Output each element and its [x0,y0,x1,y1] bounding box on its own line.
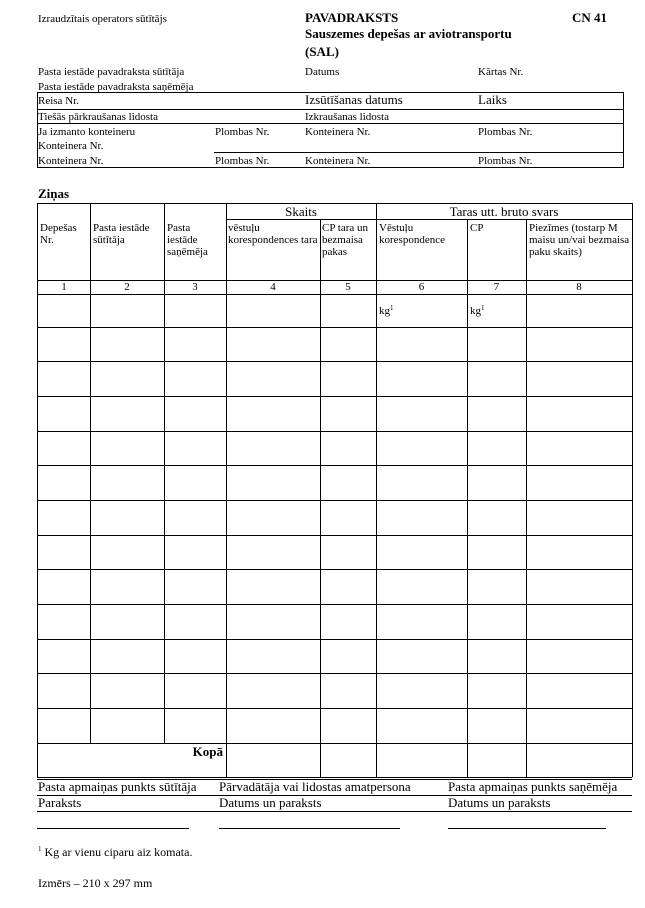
table-cell[interactable] [91,536,164,569]
table-cell[interactable] [377,466,467,500]
signature-line[interactable] [219,828,400,829]
count-group-header: Skaits [285,204,317,219]
table-cell[interactable] [321,362,376,396]
table-cell[interactable] [468,640,526,673]
form-subtitle-sal: (SAL) [305,44,339,59]
table-cell[interactable] [527,397,632,431]
col-header-cp-weight: CP [470,222,484,234]
sending-office-label: Pasta iestāde pavadraksta sūtītāja [38,66,185,78]
col-number: 7 [493,281,500,293]
table-cell[interactable] [165,466,226,500]
table-bottom-border [37,777,632,778]
table-cell[interactable] [38,295,90,327]
table-cell[interactable] [468,501,526,535]
col-header-cp-receptacles: CP tara un bezmaisa pakas [322,222,369,258]
table-cell[interactable] [321,640,376,673]
table-cell[interactable] [227,709,320,743]
table-cell[interactable] [227,536,320,569]
table-cell[interactable] [91,640,164,673]
container-no-label: Konteinera Nr. [38,155,104,167]
footnote: $^1$ Kg ar vienu ciparu aiz komata. [38,845,193,859]
table-cell[interactable] [165,709,226,743]
direct-transhipment-label: Tiešās pārkraušanas lidosta [38,111,158,123]
table-cell[interactable] [91,466,164,500]
table-cell[interactable] [527,328,632,361]
col-number: 1 [61,281,67,293]
table-cell[interactable] [38,709,90,743]
total-cell[interactable] [527,744,632,776]
col-header-dispatch-no: Depešas Nr. [40,222,77,246]
table-cell[interactable] [38,362,90,396]
table-cell[interactable] [527,570,632,604]
table-cell[interactable] [468,432,526,465]
signature-label: Paraksts [38,795,82,810]
table-cell[interactable] [527,674,632,708]
table-cell[interactable] [527,362,632,396]
table-cell[interactable] [321,674,376,708]
table-cell[interactable] [321,501,376,535]
table-cell[interactable] [321,432,376,465]
container-no-label: Konteinera Nr. [305,155,371,167]
form-code: CN 41 [572,10,608,25]
table-cell[interactable] [38,605,90,639]
rule [37,92,38,167]
table-cell[interactable] [377,432,467,465]
form-title: PAVADRAKSTS [305,10,399,25]
table-cell[interactable] [377,397,467,431]
table-cell[interactable] [527,709,632,743]
table-cell[interactable] [38,328,90,361]
table-cell[interactable] [165,536,226,569]
col-number: 6 [418,281,425,293]
total-cell[interactable] [227,744,320,776]
rule [37,811,632,812]
col-header-letter-weight: Vēstuļu korespondence [379,222,445,246]
total-cell[interactable] [468,744,526,776]
table-cell[interactable] [227,640,320,673]
table-cell[interactable] [527,605,632,639]
size-note: Izmērs – 210 x 297 mm [38,876,153,890]
table-cell[interactable] [38,466,90,500]
section-title: Ziņas [38,186,70,201]
table-cell[interactable] [165,674,226,708]
table-cell[interactable] [468,328,526,361]
table-cell[interactable] [468,536,526,569]
table-cell[interactable] [527,432,632,465]
unloading-airport-label: Izkraušanas lidosta [305,111,389,123]
table-cell[interactable] [527,640,632,673]
table-cell[interactable] [377,709,467,743]
table-cell[interactable] [377,640,467,673]
table-cell[interactable] [227,466,320,500]
table-cell[interactable] [91,295,164,327]
table-cell[interactable] [227,397,320,431]
date-signature-label: Datums un paraksts [219,795,322,810]
table-cell[interactable] [91,709,164,743]
table-cell[interactable] [165,570,226,604]
unit-kg-cp: $kg^1$ [470,304,485,317]
col-number: 4 [270,281,276,293]
date-label: Datums [305,66,340,78]
table-cell[interactable] [38,570,90,604]
table-cell[interactable] [165,605,226,639]
rule [623,92,624,167]
table-cell[interactable] [321,536,376,569]
table-cell[interactable] [38,640,90,673]
table-cell[interactable] [165,640,226,673]
if-container-label: Ja izmanto konteineru [38,126,136,138]
col-header-remarks: Piezīmes (tostarp M maisu un/vai bezmaisa paku skaits) [529,222,630,258]
table-cell[interactable] [38,674,90,708]
group-header-rule [226,219,632,220]
serial-no-label: Kārtas Nr. [478,66,524,78]
table-cell[interactable] [227,570,320,604]
table-cell[interactable] [165,432,226,465]
table-cell[interactable] [468,674,526,708]
table-cell[interactable] [38,432,90,465]
table-cell[interactable] [321,328,376,361]
container-no-label: Konteinera Nr. [305,126,371,138]
table-cell[interactable] [468,570,526,604]
total-label: Kopā [192,744,223,759]
table-cell[interactable] [38,501,90,535]
table-cell[interactable] [377,570,467,604]
table-cell[interactable] [227,432,320,465]
container-no-label: Konteinera Nr. [38,140,104,152]
table-cell[interactable] [91,397,164,431]
seal-no-label: Plombas Nr. [215,155,270,167]
table-cell[interactable] [165,397,226,431]
table-cell[interactable] [377,605,467,639]
table-cell[interactable] [321,709,376,743]
col-number: 8 [576,281,582,293]
rule [37,109,624,110]
col-number: 2 [124,281,130,293]
table-cell[interactable] [527,466,632,500]
rule [214,152,624,153]
table-cell[interactable] [91,501,164,535]
table-cell[interactable] [527,501,632,535]
grid-line [632,203,633,777]
table-cell[interactable] [91,362,164,396]
col-header-receiving-office: Pasta iestāde saņēmēja [167,222,208,258]
table-cell[interactable] [38,397,90,431]
table-cell[interactable] [227,362,320,396]
table-cell[interactable] [527,295,632,327]
table-cell[interactable] [227,328,320,361]
seal-no-label: Plombas Nr. [478,155,533,167]
exchange-sender-label: Pasta apmaiņas punkts sūtītāja [38,779,197,794]
receiving-office-label: Pasta iestāde pavadraksta saņēmēja [38,81,194,93]
table-cell[interactable] [377,501,467,535]
table-cell[interactable] [91,570,164,604]
col-number: 3 [192,281,198,293]
table-cell[interactable] [227,674,320,708]
table-cell[interactable] [91,605,164,639]
table-cell[interactable] [468,466,526,500]
unit-kg-letters: $kg^1$ [379,304,394,317]
seal-no-label: Plombas Nr. [478,126,533,138]
table-cell[interactable] [165,501,226,535]
signature-line[interactable] [37,828,189,829]
table-cell[interactable] [165,328,226,361]
carrier-label: Pārvadātāja vai lidostas amatpersona [219,779,411,794]
table-cell[interactable] [527,536,632,569]
rule [37,123,624,124]
table-cell[interactable] [91,674,164,708]
table-cell[interactable] [377,674,467,708]
table-cell[interactable] [227,295,320,327]
col-header-letter-receptacles: vēstuļu korespondences tara [228,222,318,246]
seal-no-label: Plombas Nr. [215,126,270,138]
table-cell[interactable] [468,709,526,743]
table-cell[interactable] [321,570,376,604]
total-cell[interactable] [377,744,467,776]
table-cell[interactable] [377,536,467,569]
time-label: Laiks [478,92,507,107]
issuer-label: Izraudzītais operators sūtītājs [38,13,167,25]
col-number: 5 [345,281,351,293]
table-cell[interactable] [468,605,526,639]
table-cell[interactable] [468,397,526,431]
rule [37,167,624,168]
table-cell[interactable] [321,397,376,431]
table-cell[interactable] [321,466,376,500]
signature-line[interactable] [448,828,606,829]
table-cell[interactable] [91,432,164,465]
table-cell[interactable] [38,536,90,569]
flight-no-label: Reisa Nr. [38,95,79,107]
col-header-sending-office: Pasta iestāde sūtītāja [93,222,150,246]
table-cell[interactable] [165,362,226,396]
form-subtitle: Sauszemes depešas ar aviotransportu [305,26,512,41]
table-cell[interactable] [227,605,320,639]
date-signature-label: Datums un paraksts [448,795,551,810]
exchange-receiver-label: Pasta apmaiņas punkts saņēmēja [448,779,618,794]
weight-group-header: Taras utt. bruto svars [449,204,559,219]
dispatch-date-label: Izsūtīšanas datums [305,92,403,107]
table-cell[interactable] [91,328,164,361]
table-cell[interactable] [377,362,467,396]
table-cell[interactable] [227,501,320,535]
table-cell[interactable] [321,295,376,327]
table-cell[interactable] [321,605,376,639]
table-cell[interactable] [468,362,526,396]
table-cell[interactable] [165,295,226,327]
total-cell[interactable] [321,744,376,776]
table-cell[interactable] [377,328,467,361]
